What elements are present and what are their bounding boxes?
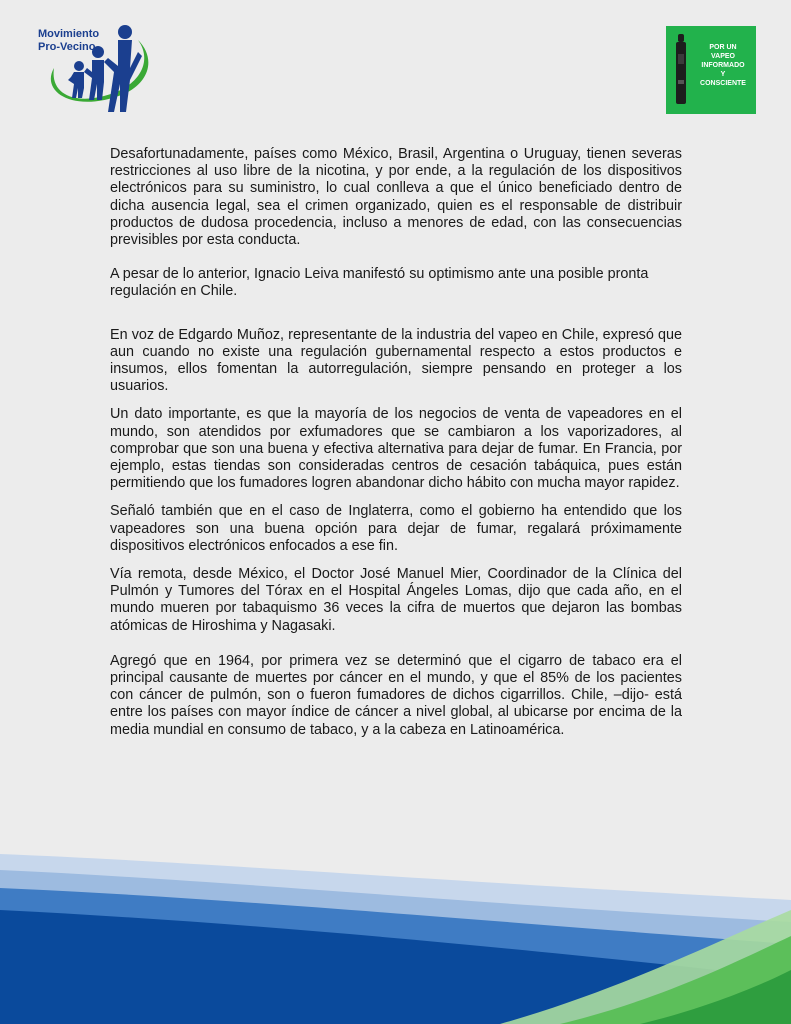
vapeo-slogan: POR UN VAPEO INFORMADO Y CONSCIENTE xyxy=(700,44,746,87)
article-body xyxy=(110,146,682,739)
paragraph-1: Desafortunadamente, países como México, Brasil, Argentina o Uruguay, tienen severas restricciones al uso libre de la nicotina, y por ende, a la regulación de los dispositivos electrónicos para su suministro, lo cual conlleva a que el único beneficiado dentro de dicha ausencia legal, sea el crimen organizado, quien es el responsable de distribuir productos de dudosa procedencia, incluso a menores de edad, con las consecuencias previsibles por esta conducta. xyxy=(110,146,682,249)
footer-wave-decoration xyxy=(0,840,791,1024)
vaporizer-device-icon xyxy=(674,34,688,106)
vapeo-informado-logo xyxy=(666,26,756,114)
logo-line-2: Pro-Vecino xyxy=(38,41,96,53)
paragraph-6: Vía remota, desde México, el Doctor José Manuel Mier, Coordinador de la Clínica del Pulmón y Tumores del Tórax en el Hospital Ángeles Lomas, dijo que cada año, en el mundo mueren por tabaquismo 36 veces la cifra de muertos que dejaron las bombas atómicas de Hiroshima y Nagasaki. xyxy=(110,566,682,634)
movimiento-pro-vecino-logo xyxy=(34,22,158,118)
paragraph-3: En voz de Edgardo Muñoz, representante de la industria del vapeo en Chile, expresó que aun cuando no existe una regulación gubernamental respecto a estos productos e insumos, ellos fomentan la autorregulación, siempre pensando en proteger a los usuarios. xyxy=(110,326,682,395)
paragraph-5: Señaló también que en el caso de Inglaterra, como el gobierno ha entendido que los vapeadores son una buena opción para dejar de fumar, regalará próximamente dispositivos electrónicos enfocados a ese fin. xyxy=(110,503,682,554)
paragraph-7: Agregó que en 1964, por primera vez se determinó que el cigarro de tabaco era el principal causante de muertes por cáncer en el mundo, y que el 85% de los pacientes con cáncer de pulmón, son o fueron fumadores de dichos cigarrillos. Chile, –dijo- está entre los países con mayor índice de cáncer a nivel global, al ubicarse por encima de la media mundial en consumo de tabaco, y a la cabeza en Latinoamérica. xyxy=(110,652,682,738)
paragraph-4: Un dato importante, es que la mayoría de los negocios de venta de vapeadores en el mundo, son atendidos por exfumadores que se cambiaron a los vaporizadores, al comprobar que son una buena y efectiva alternativa para dejar de fumar. En Francia, por ejemplo, estas tiendas son consideradas centros de cesación tabáquica, pues están permitiendo que los fumadores logren abandonar dicho hábito con mucha mayor rapidez. xyxy=(110,406,682,492)
paragraph-2: A pesar de lo anterior, Ignacio Leiva manifestó su optimismo ante una posible pronta regulación en Chile. xyxy=(110,266,649,300)
logo-line-1: Movimiento xyxy=(38,28,100,40)
